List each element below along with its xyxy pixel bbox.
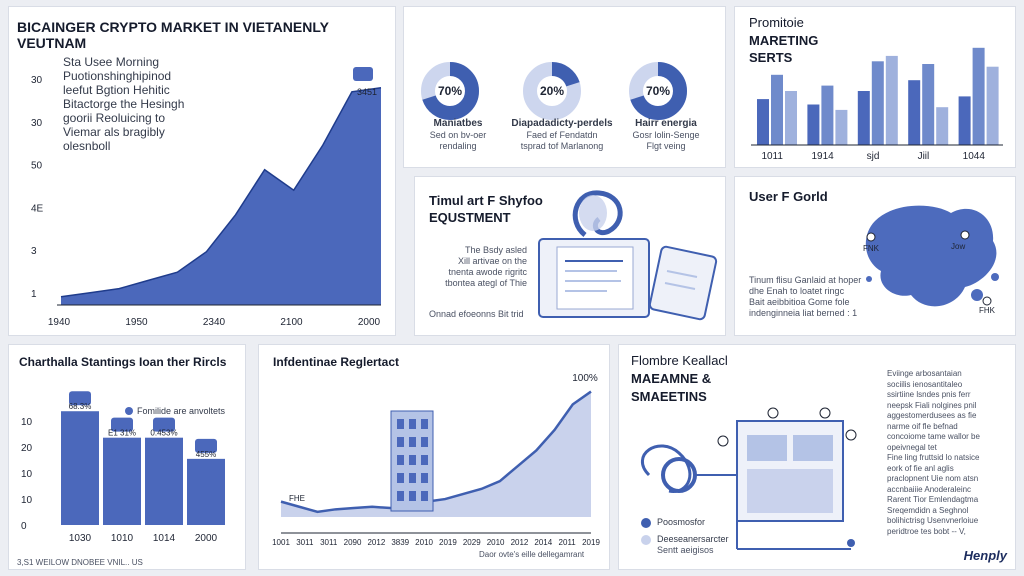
x-tick-label: 1044 [962,151,985,162]
text-line: aggestomerdusees as fie [887,411,977,420]
x-tick-label: 2011 [558,538,576,547]
map-marker-icon [867,233,875,241]
area-series [281,392,591,517]
donut-sub: rendaling [439,141,477,151]
bar [959,96,971,145]
donut-caption-1 [408,117,508,152]
text-line: Xill artivae on the [457,256,527,266]
x-tick-label: 1950 [125,317,148,328]
building-window [421,491,428,501]
bar [145,438,183,525]
legend-item [641,517,729,528]
marketing-title-line2: MARETING [749,33,819,48]
bar [858,91,870,145]
x-tick-label: 2014 [534,538,553,547]
x-tick-label: sjd [866,151,880,162]
map-label: Jow [951,242,966,251]
x-tick-label: 1940 [47,317,71,328]
building-window [397,491,404,501]
bar-data-label: 0.453% [150,428,178,438]
x-tick-label: 2012 [510,538,529,547]
y-tick-label: 4E [31,203,44,215]
bar [835,110,847,145]
regulation-title: Infdentinae Reglertact [273,355,400,369]
regulation-footer: Daor ovte's eille dellegamrant [479,550,585,559]
building-window [397,473,404,483]
regulation-area-chart [259,345,609,569]
equipment-title-line1: Timul art F Shyfoo [429,193,543,208]
building-window [409,473,416,483]
building-window [421,437,428,447]
donut-percentage: 70% [645,84,671,98]
equipment-illustration [527,181,727,331]
donut-caption-3 [616,117,716,152]
standings-footer: 3,S1 WEILOW DNOBEE VNIL.. US [17,558,143,567]
bar [886,56,898,145]
bar [872,61,884,145]
donut-sub: Flgt veing [646,141,686,151]
x-tick-label: 2012 [367,538,386,547]
x-tick-label: 1030 [68,533,92,544]
peak-label: 100% [572,373,598,384]
donut-sub: Sed on bv-oer [429,130,487,140]
peak-marker-icon [353,67,373,81]
donut-sub: Gosr lolin-Senge [632,130,700,140]
text-line: ssirtiine lsndes pnis ferr [887,390,971,399]
marketing-title-line3: SERTS [749,50,793,65]
text-line: dhe Enah to loatet ringc [749,286,845,296]
x-tick-label: 1014 [152,533,176,544]
legend-label: Fomilide are anvoltets [137,406,226,416]
map-marker-icon [961,231,969,239]
bar [821,86,833,145]
x-tick-label: 2090 [343,538,362,547]
bar [757,99,769,145]
bar [103,438,141,525]
strategy-description [887,369,1011,537]
document-shape [557,247,633,309]
donut-sub: Faed ef Fendatdn [526,130,598,140]
legend-dot-icon [641,535,651,545]
bar-data-label: E1 31% [107,428,137,438]
building-window [397,419,404,429]
y-tick-label: 50 [31,160,43,172]
strategy-title-line1: Flombre Keallacl [631,353,728,368]
marketing-title-line1: Promitoie [749,15,804,30]
bar [807,105,819,146]
annotation-label: FHE [289,494,305,503]
building-window [397,455,404,465]
text-line: olesnboll [63,139,111,153]
user-world-title: User F Gorld [749,189,828,204]
x-tick-label: 2000 [357,317,381,328]
standings-panel [8,344,246,570]
donut-label: Maniatbes [433,118,483,129]
bar-data-label: 455% [195,449,217,459]
strategy-legend [641,517,729,556]
y-tick-label: 10 [21,417,33,428]
map-label: FHK [979,306,995,315]
node-icon [768,408,778,418]
strategy-title-line2: MAEAMNE & [631,371,712,386]
x-tick-label: 1914 [811,151,834,162]
y-tick-label: 10 [21,495,33,506]
legend-sub: Sentt aeigisos [657,545,714,555]
tablet-shape [649,246,717,320]
text-line: Puotionshinghipinod [63,69,172,83]
text-line: Viemar als bragibly [63,125,165,139]
legend-dot-icon [125,407,133,415]
text-line: goorii Reoluicing to [63,111,166,125]
text-line: sociilis ienosantitaleo [887,379,963,389]
text-line: Rarent Tior Emlendagtma [887,495,979,504]
crypto-area-chart [9,7,395,335]
text-line: Bitactorge the Hesingh [63,97,185,111]
donut-label: Hairr energia [635,118,697,129]
peak-annotation: 3451 [356,87,378,97]
text-line: Tinum flisu Ganlaid at hoper [749,275,862,285]
standings-bar-chart [9,345,245,569]
y-tick-label: 1 [31,289,37,300]
map-label: FNK [863,244,879,253]
building-window [421,473,428,483]
world-map [855,191,1005,321]
building-window [409,437,416,447]
legend-item [641,534,729,545]
building-window [409,455,416,465]
marketing-panel [734,6,1016,168]
legend-label: Poosmosfor [657,517,706,527]
donut-percentage: 20% [539,84,565,98]
marketing-bar-chart [735,7,1015,167]
strategy-title-line3: SMAEETINS [631,389,707,404]
text-line: The Bsdy asled [464,245,527,255]
text-line: accnbaiiie Anoderaleinc [887,484,972,494]
equipment-description [433,245,527,289]
user-world-description [749,275,861,319]
node-icon [820,408,830,418]
building-window [421,419,428,429]
y-tick-label: 20 [21,443,33,454]
equipment-title-line2: EQUSTMENT [429,210,511,225]
y-tick-label: 10 [21,469,33,480]
text-line: neepsk Fiali nolgines pnil [887,400,977,410]
x-tick-label: 3839 [391,538,410,547]
building-window [421,455,428,465]
building-window [409,419,416,429]
equipment-panel [414,176,726,336]
node-icon [846,430,856,440]
x-tick-label: 1010 [110,533,134,544]
text-line: eork of fie anl aglis [887,463,954,473]
x-tick-label: 1011 [761,151,783,162]
brand-watermark: Henply [963,548,1007,563]
text-line: narme oif fle befnad [887,421,958,431]
text-line: tnenta awode rigritc [448,267,527,277]
text-line: concoiome tame wallor be [887,432,980,441]
x-tick-label: 2010 [486,538,505,547]
crypto-market-panel [8,6,396,336]
x-tick-label: 2010 [415,538,433,547]
x-tick-label: 2000 [194,533,218,544]
text-line: peridtroe tes bobt -- V, [887,526,966,536]
text-line: Sta Usee Morning [63,55,160,69]
x-tick-label: 3011 [296,538,314,547]
bar [973,48,985,145]
bar [922,64,934,145]
equipment-footer: Onnad efoeonns Bit trid [429,309,524,319]
node-icon [718,436,728,446]
x-tick-label: 1001 [272,538,290,547]
bar [771,75,783,145]
text-line: leefut Bgtion Hehitic [63,83,170,97]
regulation-panel [258,344,610,570]
text-line: indenginneia liat berned : 1 [749,308,858,318]
donut-stats-panel [403,6,726,168]
bar [936,107,948,145]
area-series [61,88,381,305]
bar [987,67,999,145]
x-tick-label: Jiil [917,151,930,162]
text-line: bolihictrisg Usenvnerloiue [887,516,979,525]
user-world-panel [734,176,1016,336]
text-line: Fine ling fruttsid lo natsice [887,453,980,462]
text-line: tbontea ategl of Thie [445,278,527,288]
legend-label: Deeseanersarcter [657,534,729,544]
y-tick-label: 30 [31,75,43,86]
map-marker-icon [983,297,991,305]
text-line: Eviinge arbosantaian [887,369,962,378]
bar [61,411,99,525]
text-line: praclopnent Uie nom atsn [887,474,979,483]
node-icon [847,539,855,547]
bar [187,459,225,525]
x-tick-label: 2100 [280,317,303,328]
x-tick-label: 2019 [439,538,457,547]
bar [785,91,797,145]
x-tick-label: 3011 [320,538,338,547]
y-tick-label: 3 [31,246,37,258]
legend-dot-icon [641,518,651,528]
x-tick-label: 2340 [202,317,226,328]
building-window [397,437,404,447]
y-tick-label: 0 [21,521,27,532]
donut-label: Diapadadicty-perdels [511,118,613,129]
donut-caption-2 [502,117,622,152]
building-window [409,491,416,501]
donut-percentage: 70% [437,84,463,98]
donut-sub: tsprad tof Marlanong [520,141,604,151]
x-tick-label: 2019 [582,538,600,547]
text-line: Bait aeibbitioa Gome fole [749,297,850,307]
standings-title: Charthalla Stantings Ioan ther Rircls [19,355,227,369]
y-tick-label: 30 [31,117,43,129]
crypto-market-title: BICAINGER CRYPTO MARKET IN VIETANENLY VEUTNAM [17,19,329,51]
marketing-strategy-panel [618,344,1016,570]
text-line: Sreqemdidn a Seghnol [887,505,969,515]
bar-data-label: 68.3% [68,402,92,412]
bar [908,80,920,145]
x-tick-label: 2029 [462,538,481,547]
text-line: opeivnegal tet [887,442,937,452]
